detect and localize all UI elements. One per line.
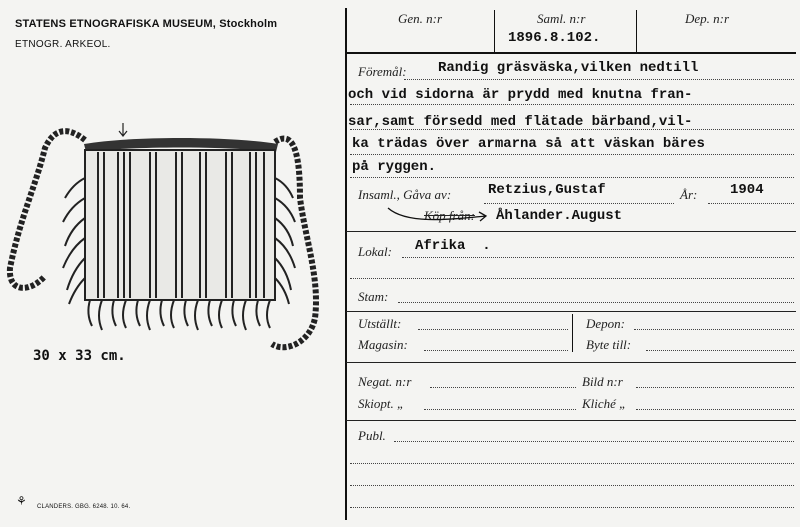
publ-rule-3 [350, 485, 794, 486]
department-label: ETNOGR. ARKEOL. [15, 39, 111, 50]
correction-arrow [386, 204, 496, 226]
utstallt-bottom-rule [346, 362, 796, 363]
ar-value: 1904 [730, 182, 764, 198]
skiopt-label: Skiopt. „ [358, 396, 405, 411]
foremal-label: Föremål: [358, 64, 407, 79]
printer-imprint: CLANDERS. GBG. 6248. 10. 64. [37, 504, 131, 510]
saml-box-right [636, 10, 637, 53]
kop-label: Köp från: [424, 208, 475, 223]
museum-name [15, 18, 277, 30]
side-fringe-left [63, 178, 85, 304]
publ-rule-4 [350, 507, 794, 508]
bag-illustration [0, 118, 330, 358]
utstallt-label: Utställt: [358, 316, 402, 331]
publ-rule-1 [394, 441, 794, 442]
insaml-value: Retzius,Gustaf [488, 182, 606, 198]
depon-label: Depon: [586, 316, 625, 331]
side-fringe-right [275, 178, 295, 304]
stam-label: Stam: [358, 289, 389, 304]
card-divider [345, 8, 347, 520]
foremal-rule-5 [350, 177, 794, 178]
strap-left [10, 131, 85, 288]
lokal-value: Afrika . [415, 238, 491, 254]
bild-rule [636, 387, 794, 388]
negat-rule [430, 387, 576, 388]
lokal-rule-1 [402, 257, 794, 258]
utstallt-divider [572, 314, 573, 352]
skiopt-rule [424, 409, 576, 410]
kliche-rule [636, 409, 794, 410]
dep-nr-label: Dep. n:r [685, 11, 730, 26]
foremal-line-1: Randig gräsväska,vilken nedtill [438, 60, 699, 76]
saml-box-left [494, 10, 495, 53]
bild-label: Bild n:r [582, 374, 623, 389]
top-box-bottom [346, 52, 796, 54]
museum-title: STATENS ETNOGRAFISKA MUSEUM, [15, 18, 216, 30]
bottom-fringe [88, 300, 270, 330]
utstallt-rule [418, 329, 568, 330]
foremal-line-5: på ryggen. [352, 159, 437, 175]
kop-value: Åhlander.August [496, 208, 623, 224]
negat-bottom-rule [346, 420, 796, 421]
publ-label: Publ. [358, 428, 386, 443]
publ-rule-2 [350, 463, 794, 464]
foremal-rule-1 [404, 79, 794, 80]
byte-label: Byte till: [586, 337, 632, 352]
saml-nr-label: Saml. n:r [537, 11, 586, 26]
foremal-line-4: ka trädas över armarna så att väskan bäres [352, 136, 705, 152]
size-caption: 30 x 33 cm. [33, 348, 126, 364]
depon-rule [634, 329, 794, 330]
insaml-label: Insaml., Gåva av: [358, 187, 452, 202]
kliche-label: Kliché „ [582, 396, 627, 411]
museum-city: Stockholm [219, 18, 278, 30]
magasin-rule [424, 350, 568, 351]
byte-rule [646, 350, 794, 351]
stam-rule [398, 302, 794, 303]
strap-right [272, 139, 316, 348]
magasin-label: Magasin: [358, 337, 408, 352]
gen-nr-label: Gen. n:r [398, 11, 443, 26]
bag-body [85, 150, 275, 300]
negat-label: Negat. n:r [358, 374, 412, 389]
lokal-label: Lokal: [358, 244, 392, 259]
printer-logo-icon: ⚘ [16, 494, 27, 508]
foremal-line-2: och vid sidorna är prydd med knutna fran- [348, 87, 693, 103]
foremal-rule-2 [350, 104, 794, 105]
foremal-line-3: sar,samt försedd med flätade bärband,vil- [348, 114, 693, 130]
insaml-rule [484, 203, 674, 204]
ar-label: År: [680, 187, 698, 202]
stam-bottom-rule [346, 311, 796, 312]
arrow-marker [119, 123, 127, 136]
saml-nr-value: 1896.8.102. [508, 30, 601, 46]
foremal-rule-3 [350, 129, 794, 130]
insaml-bottom-rule [346, 231, 796, 232]
foremal-rule-4 [350, 154, 794, 155]
ar-rule [708, 203, 794, 204]
lokal-rule-2 [350, 278, 794, 279]
